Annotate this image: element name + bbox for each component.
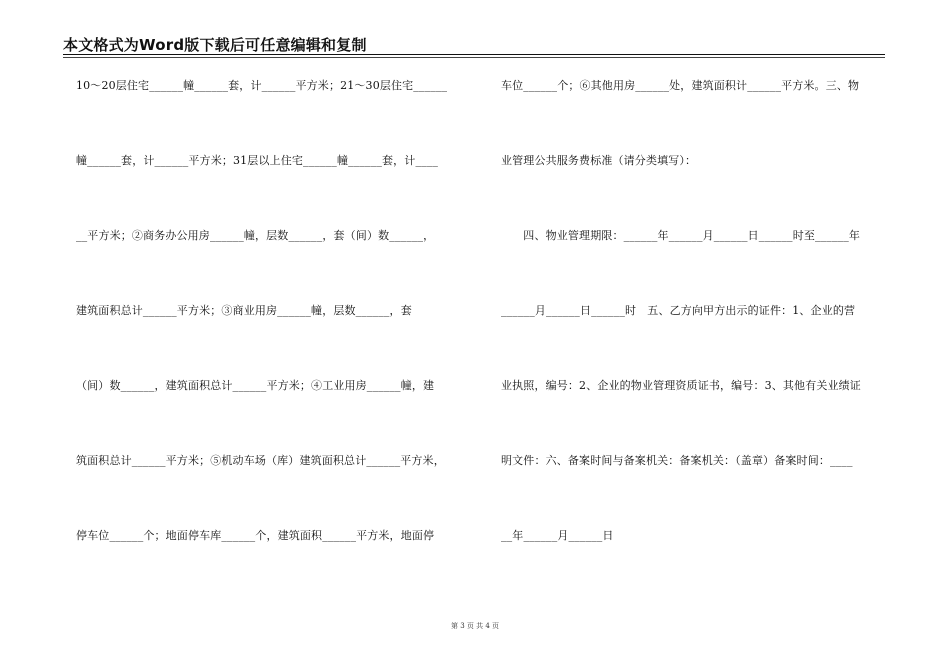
header-title: 本文格式为Word版下载后可任意编辑和复制 xyxy=(63,36,367,54)
text-line: 幢______套，计______平方米；31层以上住宅______幢______套，计____ xyxy=(76,154,439,167)
text-line: __平方米；②商务办公用房______幢，层数______，套（间）数______， xyxy=(76,229,435,242)
text-line: 车位______个；⑥其他用房______处，建筑面积计______平方米。三、物 xyxy=(501,79,860,92)
text-line: 四、物业管理期限：______年______月______日______时至______年 xyxy=(501,229,861,242)
text-line: （间）数______，建筑面积总计______平方米；④工业用房______幢，建 xyxy=(76,379,435,392)
left-column xyxy=(76,76,462,601)
text-line: 业管理公共服务费标准（请分类填写）： xyxy=(501,154,697,167)
text-line: 筑面积总计______平方米；⑤机动车场（库）建筑面积总计______平方米， xyxy=(76,454,445,467)
text-line: ______月______日______时 五、乙方向甲方出示的证件：1、企业的营 xyxy=(501,304,856,317)
text-line: 10～20层住宅______幢______套，计______平方米；21～30层住宅______ xyxy=(76,79,448,92)
document-header xyxy=(63,35,885,55)
text-line: 停车位______个；地面停车库______个，建筑面积______平方米，地面停 xyxy=(76,529,435,542)
text-line: 建筑面积总计______平方米；③商业用房______幢，层数______，套 xyxy=(76,304,412,317)
page-number: 第 3 页 共 4 页 xyxy=(450,622,500,630)
header-rule-thick xyxy=(63,54,885,55)
text-line: 明文件：六、备案时间与备案机关：备案机关：（盖章）备案时间：____ xyxy=(501,454,853,467)
right-column xyxy=(501,76,887,601)
text-line: __年______月______日 xyxy=(501,529,614,542)
text-line: 业执照，编号：2、企业的物业管理资质证书，编号：3、其他有关业绩证 xyxy=(501,379,861,392)
header-rule-thin xyxy=(63,57,885,58)
